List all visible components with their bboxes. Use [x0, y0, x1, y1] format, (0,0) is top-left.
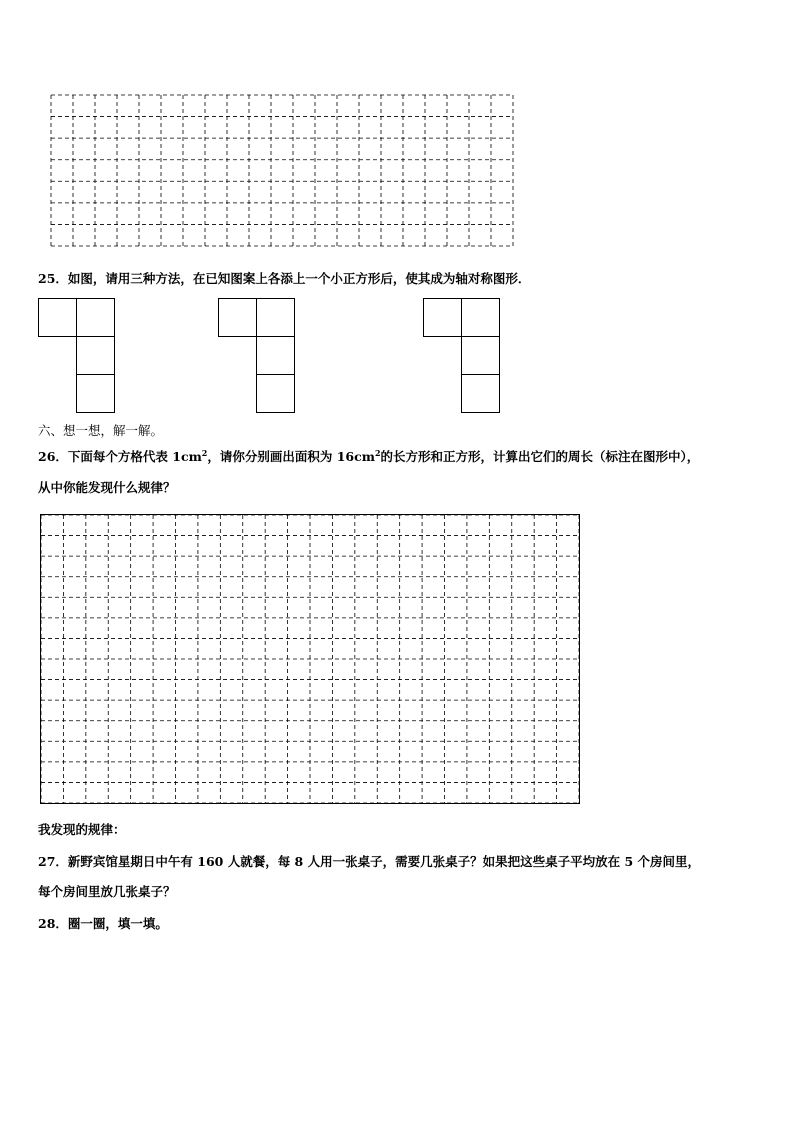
q25-fig2-square-d	[257, 375, 295, 413]
q25-fig3-square-d	[462, 375, 500, 413]
q25-fig1-square-b	[77, 299, 115, 337]
q25-number: 25．	[38, 271, 68, 286]
q25-fig2-square-b	[257, 299, 295, 337]
q25-fig2-square-a	[219, 299, 257, 337]
q25-body: 如图，请用三种方法，在已知图案上各添上一个小正方形后，使其成为轴对称图形．	[67, 271, 531, 286]
q26-text-a: 下面每个方格代表 1cm	[67, 449, 202, 464]
q28-text	[38, 916, 168, 932]
q26-line-1	[38, 449, 699, 465]
q27-line-1	[38, 854, 700, 870]
q28-body: 圈一圈，填一填。	[67, 916, 168, 931]
q27-line-2: 每个房间里放几张桌子？	[38, 884, 176, 899]
q26-text-c: 的长方形和正方形，计算出它们的周长（标注在图形中），	[380, 449, 700, 464]
q26-superscript-1: 2	[201, 447, 208, 458]
q25-text	[38, 271, 530, 287]
q28-number: 28．	[38, 916, 68, 931]
q25-figure-3	[423, 298, 503, 414]
section-6-heading: 六、想一想，解一解。	[38, 423, 164, 438]
q25-fig3-square-c	[462, 337, 500, 375]
q27-text-1: 新野宾馆星期日中午有 160 人就餐，每 8 人用一张桌子，需要几张桌子？如果把这些桌子平均放在 5 个房间里，	[67, 854, 701, 869]
q25-fig1-square-a	[39, 299, 77, 337]
q27-number: 27．	[38, 854, 68, 869]
q26-square-grid	[40, 514, 580, 804]
top-dotted-grid	[50, 94, 514, 247]
q25-fig3-square-b	[462, 299, 500, 337]
q25-fig2-square-c	[257, 337, 295, 375]
q26-text-b: ，请你分别画出面积为 16cm	[207, 449, 375, 464]
q25-figure-2	[218, 298, 298, 414]
q26-number: 26．	[38, 449, 68, 464]
q26-answer-label: 我发现的规律：	[38, 822, 126, 837]
q26-superscript-2: 2	[374, 447, 381, 458]
q25-fig1-square-c	[77, 337, 115, 375]
q25-figure-1	[38, 298, 118, 414]
q25-fig3-square-a	[424, 299, 462, 337]
q25-fig1-square-d	[77, 375, 115, 413]
q26-line-2: 从中你能发现什么规律？	[38, 480, 176, 495]
